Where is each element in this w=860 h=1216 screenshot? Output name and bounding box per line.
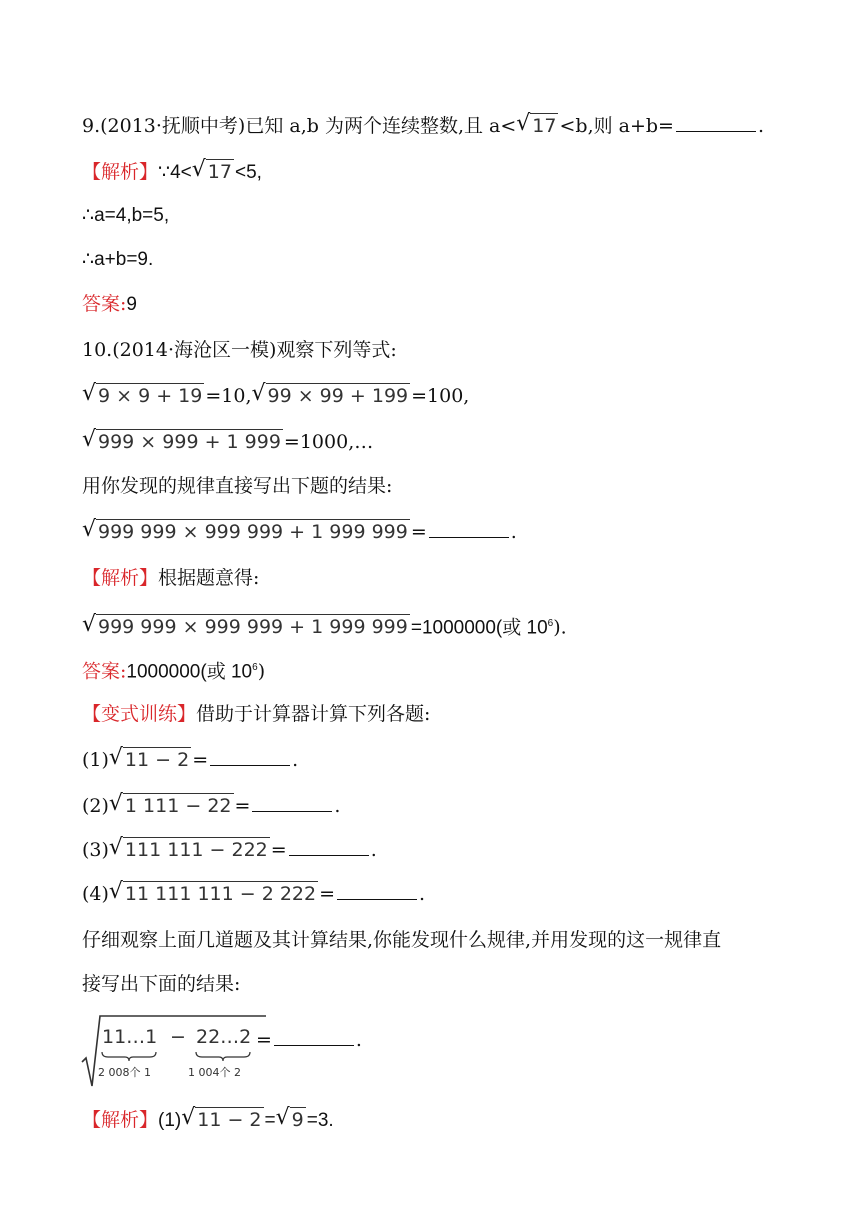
analysis-tag: 【解析】 [82,161,159,183]
ones-count-label: 2 008个 1 [98,1066,151,1079]
answer-blank [274,1027,354,1046]
variant-item-3: (3) √ 111 111 − 222 = . [82,836,377,866]
sqrt-9: √ 9 [275,1105,304,1131]
sqrt-expression: √ 99 × 99 + 199 [251,381,409,407]
ones-term: 11…1 [102,1026,158,1048]
answer-blank [289,837,369,856]
twos-underbrace [194,1050,252,1062]
sqrt-expression: √ 999 999 × 999 999 + 1 999 999 [82,517,408,543]
sqrt-expression: √ 11 111 111 − 2 222 [108,879,317,905]
analysis-tag: 【解析】 [82,567,159,589]
twos-count-label: 1 004个 2 [188,1066,241,1079]
q10-solution: √ 999 999 × 999 999 + 1 999 999 =1000000(或 $10^6$). [82,610,567,640]
variant-item-4: (4) √ 11 111 111 − 2 222 = . [82,880,425,910]
answer-blank [210,747,290,766]
q9-answer: 答案:9 [82,293,137,315]
q9-stem: 9.(2013·抚顺中考)已知 a,b 为两个连续整数,且 a< √ 17 <b,则 a+b= . [82,112,764,142]
sqrt-17: √ 17 [191,157,232,183]
sqrt-expression: √ 999 999 × 999 999 + 1 999 999 [82,612,408,639]
ones-underbrace [100,1050,158,1062]
big-expression-answer: = . [256,1029,362,1051]
sqrt-expression: √ 11 − 2 [181,1105,262,1131]
variant-item-2: (2) √ 1 111 − 22 = . [82,792,340,822]
answer-blank [676,113,756,132]
sqrt-expression: √ 11 − 2 [108,745,190,771]
answer-blank [252,793,332,812]
q9-stem-text2: <b,则 a+b= [559,115,674,137]
variant-paragraph-1: 仔细观察上面几道题及其计算结果,你能发现什么规律,并用发现的这一规律直 [82,929,722,951]
q9-solution-2: ∴a=4,b=5, [82,205,170,226]
q10-stem: 10.(2014·海沧区一模)观察下列等式: [82,339,397,361]
answer-blank [429,519,509,538]
variant-tag: 【变式训练】 [82,703,197,725]
answer-blank [337,881,417,900]
analysis-tag: 【解析】 [82,1109,159,1131]
q10-instruction: 用你发现的规律直接写出下题的结果: [82,475,393,497]
q9-stem-text: 9.(2013·抚顺中考)已知 a,b 为两个连续整数,且 a< [82,115,517,137]
twos-term: 22…2 [196,1026,252,1048]
q9-solution-3: ∴a+b=9. [82,249,154,270]
variant-paragraph-2: 接写出下面的结果: [82,973,241,995]
answer-label: 答案: [82,293,127,315]
sqrt-expression: √ 9 × 9 + 19 [82,381,203,407]
q9-solution-1: 【解析】∵4< √ 17 <5, [82,158,262,188]
sqrt-17: √ 17 [516,111,557,137]
sqrt-expression: √ 111 111 − 222 [108,835,268,861]
q10-eq-line-1: √ 9 × 9 + 19 =10, √ 99 × 99 + 199 =100, [82,382,469,412]
variant-solution: 【解析】(1) √ 11 − 2 = √ 9 =3. [82,1106,334,1136]
sqrt-expression: √ 999 × 999 + 1 999 [82,427,281,453]
q10-analysis-heading: 【解析】根据题意得: [82,567,260,589]
answer-label: 答案: [82,660,127,683]
variant-item-1: (1) √ 11 − 2 = . [82,746,298,776]
q10-eq-line-2: √ 999 × 999 + 1 999 =1000,… [82,428,373,458]
q10-task: √ 999 999 × 999 999 + 1 999 999 = . [82,518,517,548]
q10-answer: 答案:1000000(或 $10^6$) [82,660,266,683]
big-sqrt-expression: 11…1 2 008个 1 − 22…2 1 004个 2 [80,1012,270,1090]
sqrt-expression: √ 1 111 − 22 [108,791,232,817]
variant-heading: 【变式训练】借助于计算器计算下列各题: [82,703,431,725]
